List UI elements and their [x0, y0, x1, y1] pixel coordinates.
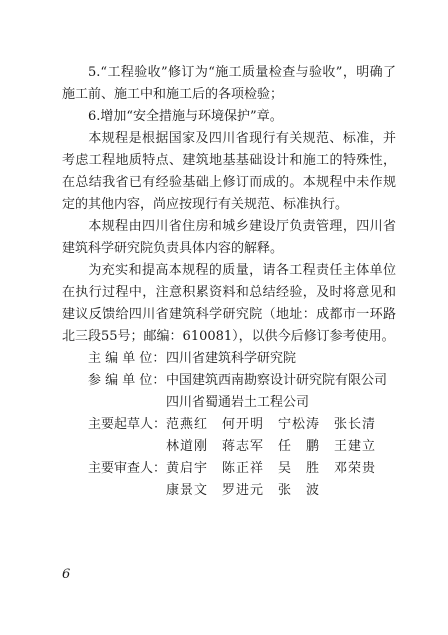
page-number: 6: [62, 567, 71, 582]
reviewer-name: 康景文: [166, 483, 209, 498]
reviewer-name: 罗进元: [222, 483, 265, 498]
reviewer-name: 吴 胜: [278, 461, 321, 476]
paragraph-item-5: 5.“工程验收”修订为“施工质量检查与验收”，明确了施工前、施工中和施工后的各项检验；: [62, 65, 396, 102]
reviewer-name: 陈正祥: [222, 461, 265, 476]
reviewer-name: 邓荣贵: [334, 461, 377, 476]
drafter-name: 范燕红: [166, 417, 209, 432]
reviewers-label: 主要审查人：: [88, 461, 167, 476]
drafter-name: 宁松涛: [278, 417, 321, 432]
reviewer-name: 张 波: [278, 483, 321, 498]
drafter-name: 林道刚: [166, 439, 209, 454]
reviewer-name: 黄启宇: [166, 461, 209, 476]
participating-unit-1: 中国建筑西南勘察设计研究院有限公司: [166, 373, 388, 388]
chief-editor-unit-value: 四川省建筑科学研究院: [166, 351, 297, 366]
drafter-name: 蒋志军: [222, 439, 265, 454]
drafter-name: 王建立: [334, 439, 377, 454]
drafter-name: 张长清: [334, 417, 377, 432]
paragraph-feedback: 为充实和提高本规程的质量，请各工程责任主体单位在执行过程中，注意积累资料和总结经验，及时将意见和建议反馈给四川省建筑科学研究院（地址：成都市一环路北三段55号；邮编：610081），以供今后修订参考使用。: [62, 263, 396, 344]
participating-unit-2: 四川省蜀通岩土工程公司: [166, 395, 310, 410]
paragraph-management: 本规程由四川省住房和城乡建设厅负责管理，四川省建筑科学研究院负责具体内容的解释。: [62, 219, 396, 256]
participating-units-label: 参 编 单 位：: [88, 373, 166, 388]
drafter-name: 任 鹏: [278, 439, 321, 454]
drafters-label: 主要起草人：: [88, 417, 167, 432]
drafter-name: 何开明: [222, 417, 265, 432]
paragraph-basis: 本规程是根据国家及四川省现行有关规范、标准，并考虑工程地质特点、建筑地基基础设计和施工的特殊性，在总结我省已有经验基础上修订而成的。本规程中未作规定的其他内容，尚应按现行有关规范、标准执行。: [62, 131, 396, 212]
paragraph-item-6: 6.增加“安全措施与环境保护”章。: [88, 109, 283, 124]
chief-editor-unit-label: 主 编 单 位：: [88, 351, 166, 366]
